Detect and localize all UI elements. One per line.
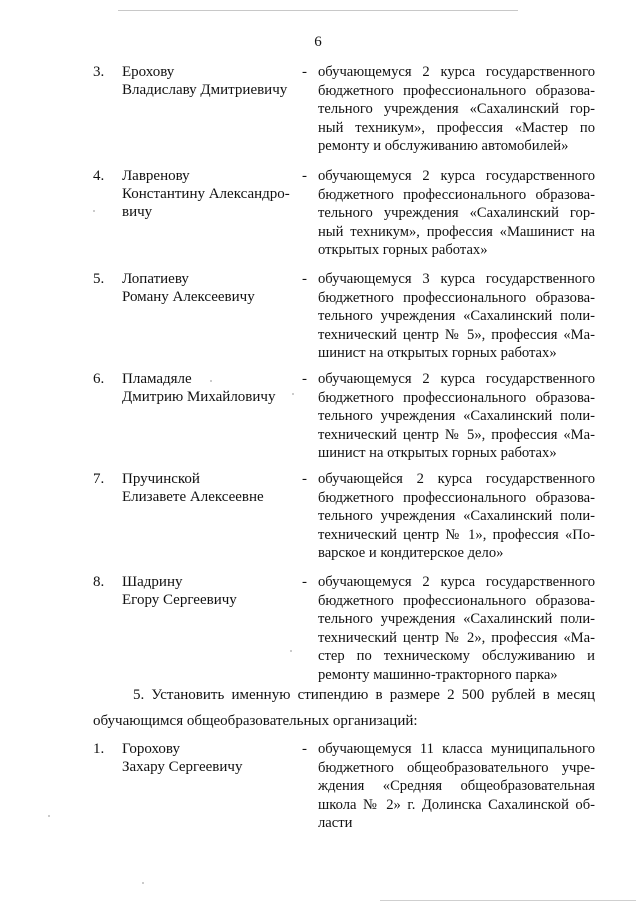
bottom-scan-edge	[380, 900, 636, 901]
scan-speck	[210, 380, 212, 382]
item-number: 5.	[93, 271, 105, 287]
scan-speck	[48, 815, 50, 817]
dash-separator: -	[302, 741, 307, 757]
recipient-name: Лавренову Константину Александро- вичу	[122, 168, 290, 220]
recipient-description: обучающемуся 2 курса государственного бюджетного профессионального образова- тельного учреждения «Сахалинский гор- ный техникум», профессия «Машинист на открытых горных работах»	[318, 168, 595, 258]
dash-separator: -	[302, 271, 307, 287]
recipient-description: обучающемуся 2 курса государственного бюджетного профессионального образова- тельного учреждения «Сахалинский поли- технический центр № 2», профессия «Ма- стер по техническому обслуживанию и ремонту машинно-тракторного парка»	[318, 574, 595, 683]
item-number: 7.	[93, 471, 105, 487]
dash-separator: -	[302, 471, 307, 487]
recipient-name: Ерохову Владиславу Дмитриевичу	[122, 64, 288, 98]
dash-separator: -	[302, 64, 307, 80]
dash-separator: -	[302, 371, 307, 387]
item-number: 6.	[93, 371, 105, 387]
recipient-name: Шадрину Егору Сергеевичу	[122, 574, 237, 608]
recipient-description: обучающемуся 2 курса государственного бюджетного профессионального образова- тельного учреждения «Сахалинский поли- технический центр № 5», профессия «Ма- шинист на открытых горных работах»	[318, 371, 595, 461]
recipient-name: Горохову Захару Сергеевичу	[122, 741, 243, 775]
recipient-name: Пручинской Елизавете Алексеевне	[122, 471, 264, 505]
recipient-description: обучающемуся 3 курса государственного бюджетного профессионального образова- тельного учреждения «Сахалинский поли- технический центр № 5», профессия «Ма- шинист на открытых горных работах»	[318, 271, 595, 361]
recipient-description: обучающемуся 11 класса муниципального бюджетного общеобразовательного учре- ждения «Средняя общеобразовательная школа № 2» г. Долинска Сахалинской об- ласти	[318, 741, 595, 831]
item-number: 4.	[93, 168, 105, 184]
item-number: 1.	[93, 741, 105, 757]
recipient-name: Пламадяле Дмитрию Михайловичу	[122, 371, 276, 405]
scan-speck	[290, 650, 292, 652]
scan-speck	[142, 882, 144, 884]
item-number: 3.	[93, 64, 105, 80]
scan-speck	[292, 393, 294, 395]
recipient-description: обучающемуся 2 курса государственного бюджетного профессионального образова- тельного учреждения «Сахалинский гор- ный техникум», профессия «Мастер по ремонту и обслуживанию автомобилей»	[318, 64, 595, 154]
recipient-description: обучающейся 2 курса государственного бюджетного профессионального образова- тельного учреждения «Сахалинский поли- технический центр № 1», профессия «По- варское и кондитерское дело»	[318, 471, 595, 561]
top-scan-edge	[118, 10, 518, 11]
recipient-name: Лопатиеву Роману Алексеевичу	[122, 271, 255, 305]
paragraph-5-line-1: 5. Установить именную стипендию в размере 2 500 рублей в месяц	[133, 687, 595, 703]
item-number: 8.	[93, 574, 105, 590]
scan-speck	[93, 210, 95, 212]
dash-separator: -	[302, 574, 307, 590]
paragraph-5-line-2: обучающимся общеобразовательных организаций:	[93, 713, 418, 729]
dash-separator: -	[302, 168, 307, 184]
page-number: 6	[314, 34, 322, 50]
